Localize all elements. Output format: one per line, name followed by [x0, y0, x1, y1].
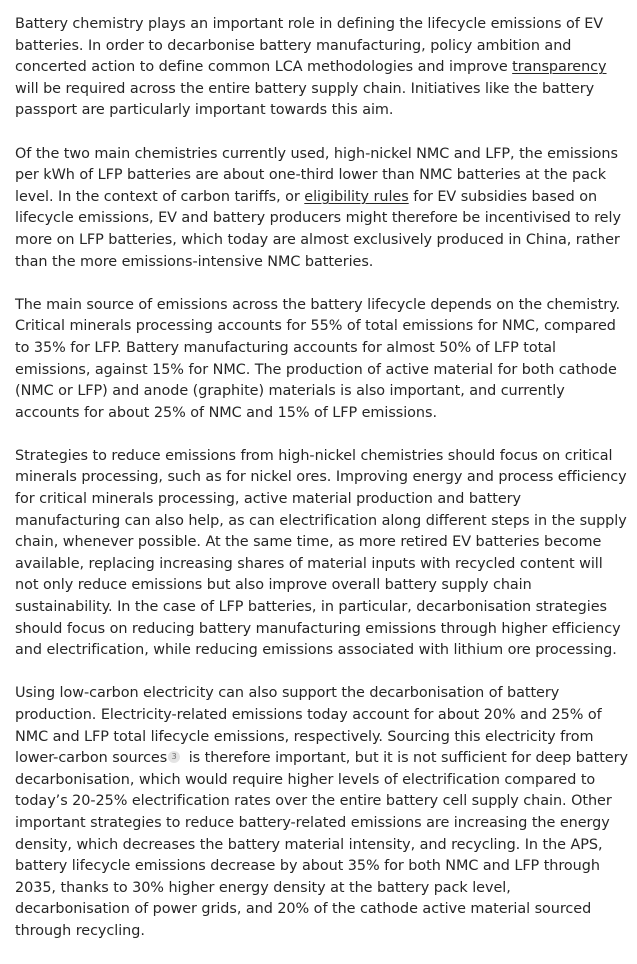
paragraph-1-text-a: Battery chemistry plays an important role in defining the lifecycle emissions of EV batteries. In order to decarbonise battery manufacturing, policy ambition and concerted action to define common LCA methodologies and improve	[15, 16, 604, 76]
paragraph-1	[15, 14, 629, 122]
paragraph-2	[15, 144, 629, 274]
paragraph-4: Strategies to reduce emissions from high-nickel chemistries should focus on critical minerals processing, such as for nickel ores. Improving energy and process efficiency for critical minerals processing, active material production and battery manufacturing can also help, as can electrification along different steps in the supply chain, whenever possible. At the same time, as more retired EV batteries become available, replacing increasing shares of material inputs with recycled content will not only reduce emissions but also improve overall battery supply chain sustainability. In the case of LFP batteries, in particular, decarbonisation strategies should focus on reducing battery manufacturing emissions through higher efficiency and electrification, while reducing emissions associated with lithium ore processing.	[15, 447, 627, 659]
paragraph-5-text-b: is therefore important, but it is not sufficient for deep battery decarbonisation, which would require higher levels of electrification compared to today’s 20-25% electrification rates over the entire battery cell supply chain. Other important strategies to reduce battery-related emissions are increasing the energy density, which decreases the battery material intensity, and recycling. In the APS, battery lifecycle emissions decrease by about 35% for both NMC and LFP through 2035, thanks to 30% higher energy density at the battery pack level, decarbonisation of power grids, and 20% of the cathode active material sourced through recycling.	[15, 750, 628, 939]
paragraph-3: The main source of emissions across the battery lifecycle depends on the chemistry. Critical minerals processing accounts for 55% of total emissions for NMC, compared to 35% for LFP. Battery manufacturing accounts for almost 50% of LFP total emissions, against 15% for NMC. The production of active material for both cathode (NMC or LFP) and anode (graphite) materials is also important, and currently accounts for about 25% of NMC and 15% of LFP emissions.	[15, 296, 621, 421]
eligibility-rules-link[interactable]: eligibility rules	[304, 188, 409, 205]
paragraph-1-text-b: will be required across the entire battery supply chain. Initiatives like the battery passport are particularly important towards this aim.	[15, 80, 595, 119]
paragraph-5-text-a: Using low-carbon electricity can also support the decarbonisation of battery production. Electricity-related emissions today account for about 20% and 25% of NMC and LFP total lifecycle emissions, respectively. Sourcing this electricity from lower-carbon sources	[15, 685, 602, 767]
transparency-link[interactable]: transparency	[512, 59, 607, 76]
article-body	[15, 14, 629, 964]
paragraph-5	[15, 683, 629, 942]
footnote-marker[interactable]: 3	[168, 751, 180, 763]
paragraph-2-text-a: Of the two main chemistries currently used, high-nickel NMC and LFP, the emissions per kWh of LFP batteries are about one-third lower than NMC batteries at the pack level. In the context of carbon tariffs, or	[15, 145, 618, 205]
paragraph-2-text-b: for EV subsidies based on lifecycle emissions, EV and battery producers might therefore be incentivised to rely more on LFP batteries, which today are almost exclusively produced in China, rather than the more emissions-intensive NMC batteries.	[15, 188, 621, 270]
